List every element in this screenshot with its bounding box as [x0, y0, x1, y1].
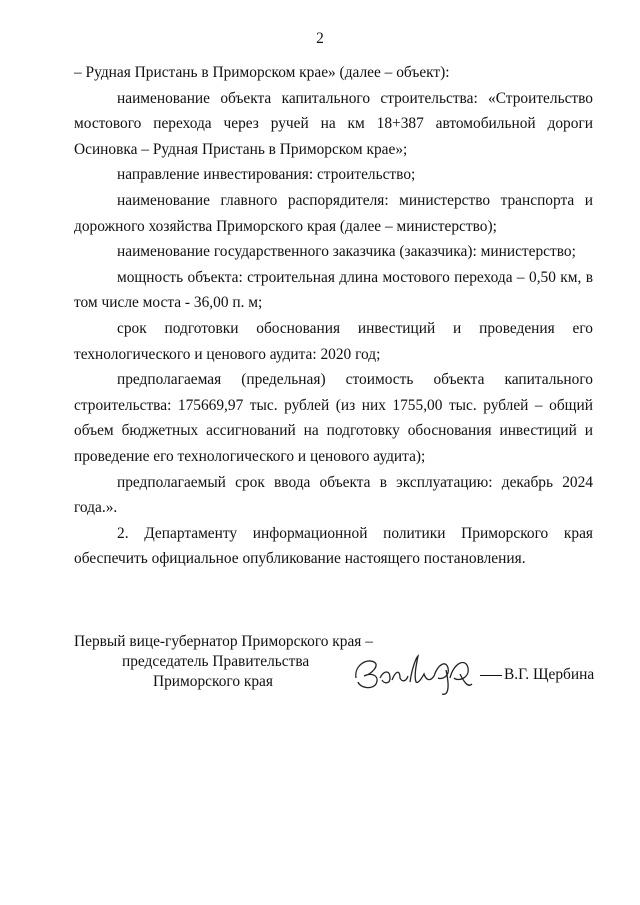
signature-dash: [480, 675, 502, 676]
handwritten-signature: [350, 648, 490, 698]
document-body: [74, 60, 593, 572]
signatory-title-line: председатель Правительства: [122, 653, 310, 670]
paragraph: – Рудная Пристань в Приморском крае» (далее – объект):: [74, 64, 450, 81]
paragraph: предполагаемый срок ввода объекта в эксплуатацию: декабрь 2024 года.».: [74, 473, 593, 517]
paragraph: предполагаемая (предельная) стоимость объекта капитального строительства: 175669,97 тыс. рублей (из них 1755,00 тыс. рублей – общий объем бюджетных ассигнований на подготовку обоснования инвестиций и проведение его технологического и ценового аудита);: [74, 371, 593, 465]
paragraph: 2. Департаменту информационной политики Приморского края обеспечить официальное опубликование настоящего постановления.: [74, 524, 593, 568]
paragraph: наименование государственного заказчика (заказчика): министерство;: [117, 243, 576, 261]
signatory-name-line: [480, 666, 594, 684]
paragraph: срок подготовки обоснования инвестиций и проведения его технологического и ценового аудита: 2020 год;: [74, 319, 593, 363]
paragraph: наименование главного распорядителя: министерство транспорта и дорожного хозяйства Приморского края (далее – министерство);: [74, 191, 593, 235]
paragraph: мощность объекта: строительная длина мостового перехода – 0,50 км, в том числе моста - 36,00 п. м;: [74, 268, 593, 312]
signatory-name: В.Г. Щербина: [504, 666, 595, 683]
signatory-title-line: Приморского края: [153, 673, 273, 690]
page-number: 2: [316, 30, 324, 47]
signatory-title-line: Первый вице-губернатор Приморского края –: [74, 633, 373, 650]
paragraph: направление инвестирования: строительство;: [117, 166, 416, 184]
paragraph: наименование объекта капитального строительства: «Строительство мостового перехода через ручей на км 18+387 автомобильной дороги Осиновка – Рудная Пристань в Приморском крае»;: [74, 89, 593, 158]
